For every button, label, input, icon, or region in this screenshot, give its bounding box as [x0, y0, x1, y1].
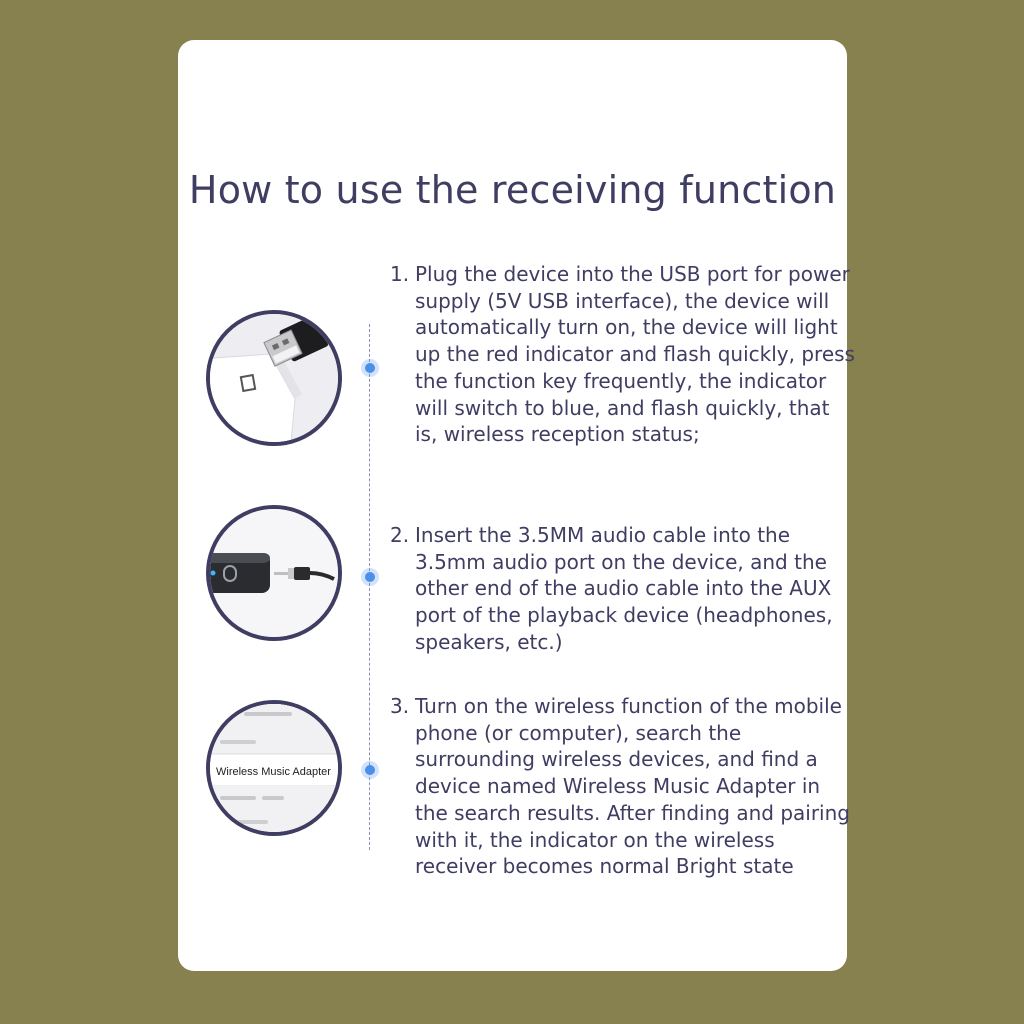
step-3: [390, 693, 855, 880]
step-number: 3.: [390, 694, 410, 718]
step-text: Plug the device into the USB port for power supply (5V USB interface), the device will automatically turn on, the device will light up the red indicator and flash quickly, press the function key frequently, the indicator will switch to blue, and flash quickly, that is, wireless reception status;: [415, 262, 855, 447]
step-1: [390, 261, 855, 448]
device-name-label: Wireless Music Adapter: [216, 766, 331, 778]
usb-adapter-image: [206, 310, 342, 446]
device-list-image: [206, 700, 342, 836]
audio-cable-image: [206, 505, 342, 641]
page-title: How to use the receiving function: [188, 168, 837, 212]
audio-jack-icon: [210, 509, 338, 637]
usb-plug-icon: [210, 314, 338, 442]
step-2: [390, 522, 855, 656]
timeline-dot-2: [365, 572, 375, 582]
step-text: Turn on the wireless function of the mobile phone (or computer), search the surrounding wireless devices, and find a device named Wireless Music Adapter in the search results. After finding and pairing with it, the indicator on the wireless receiver becomes normal Bright state: [415, 694, 850, 879]
step-number: 2.: [390, 523, 410, 547]
step-text: Insert the 3.5MM audio cable into the 3.5mm audio port on the device, and the other end of the audio cable into the AUX port of the playback device (headphones, speakers, etc.): [415, 523, 833, 654]
step-number: 1.: [390, 262, 410, 286]
timeline-dot-3: [365, 765, 375, 775]
instruction-card: [178, 40, 855, 971]
timeline-dot-1: [365, 363, 375, 373]
